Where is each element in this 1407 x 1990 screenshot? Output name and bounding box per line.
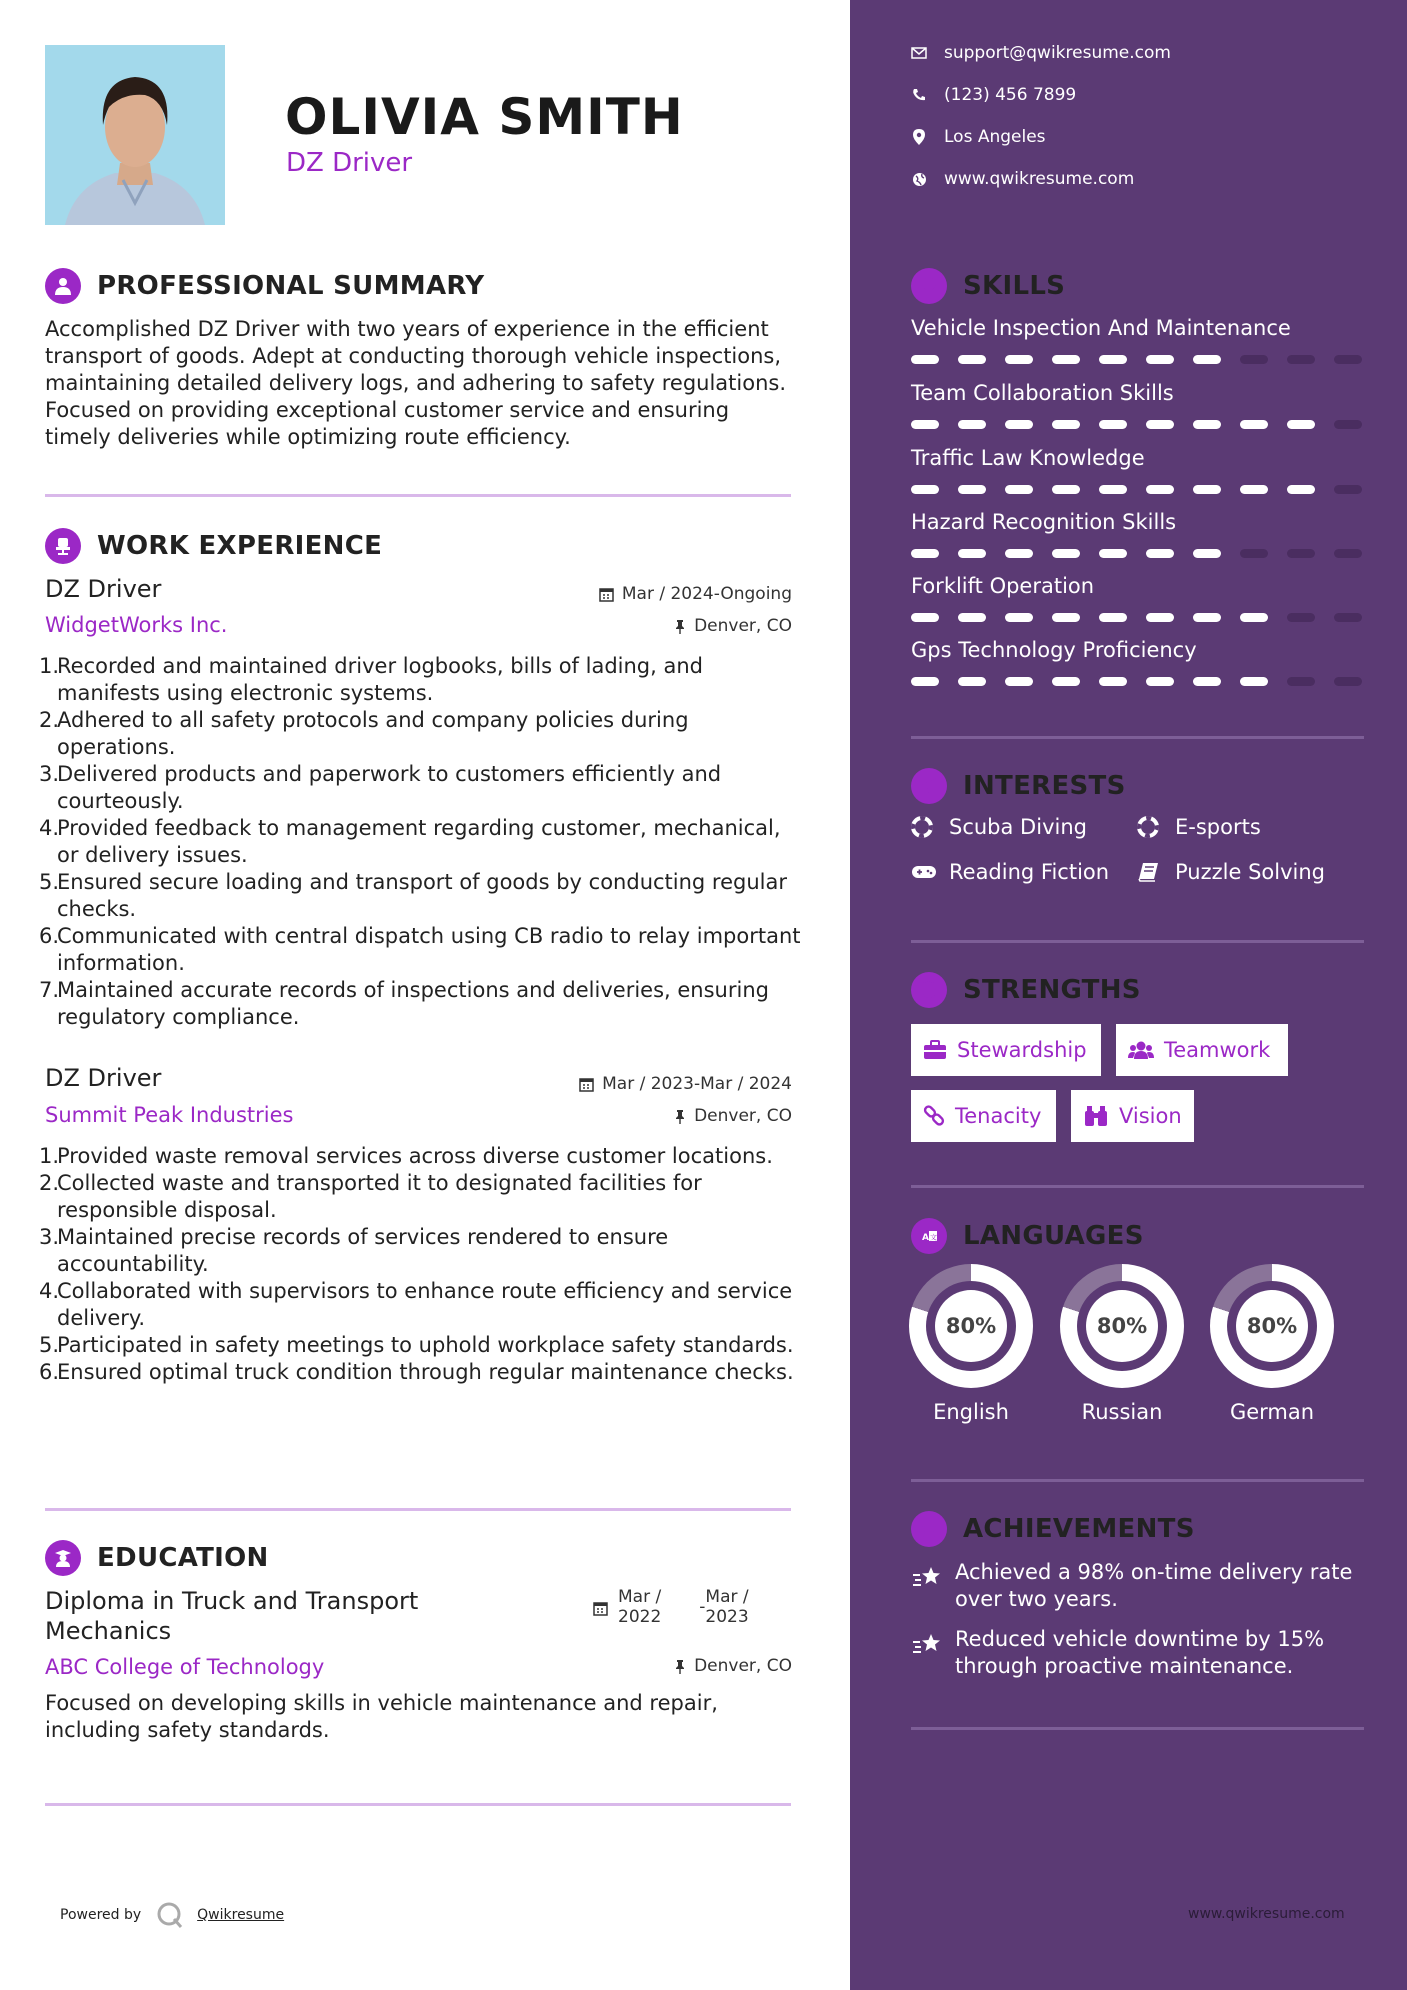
envelope-icon bbox=[910, 47, 928, 59]
skill-meter-segment bbox=[958, 549, 986, 558]
achievement-item bbox=[911, 1559, 1364, 1613]
skill-meter-segment bbox=[1193, 677, 1221, 686]
skill-meter-segment bbox=[911, 355, 939, 364]
globe-icon bbox=[910, 172, 928, 187]
list-item bbox=[39, 977, 805, 1031]
list-number: 6. bbox=[39, 1360, 60, 1384]
interest-label: Puzzle Solving bbox=[1175, 860, 1325, 884]
list-number: 3. bbox=[39, 762, 60, 786]
skill-label: Team Collaboration Skills bbox=[911, 381, 1174, 405]
divider bbox=[911, 1727, 1364, 1730]
list-number: 2. bbox=[39, 1171, 60, 1195]
list-text: Recorded and maintained driver logbooks, bills of lading, and manifests using electronic systems. bbox=[57, 654, 703, 705]
shooting-star-icon bbox=[911, 1559, 955, 1613]
phone-text[interactable]: (123) 456 7899 bbox=[944, 85, 1077, 105]
divider bbox=[911, 1479, 1364, 1482]
star-badge-icon bbox=[911, 1511, 947, 1547]
education-heading bbox=[45, 1540, 269, 1576]
strengths-title: STRENGTHS bbox=[963, 975, 1141, 1005]
strength-tag bbox=[1116, 1024, 1288, 1076]
skill-meter-segment bbox=[1146, 485, 1174, 494]
list-number: 6. bbox=[39, 924, 60, 948]
skill-meter-segment bbox=[1052, 420, 1080, 429]
skill-label: Traffic Law Knowledge bbox=[911, 446, 1145, 470]
interests-heading bbox=[911, 768, 1126, 804]
school-name: ABC College of Technology bbox=[45, 1655, 325, 1679]
list-item bbox=[39, 923, 805, 977]
skill-item bbox=[911, 638, 1364, 686]
interest-label: Reading Fiction bbox=[949, 860, 1110, 884]
skill-meter-segment bbox=[1099, 420, 1127, 429]
email-text[interactable]: support@qwikresume.com bbox=[944, 43, 1171, 63]
summary-heading bbox=[45, 268, 484, 304]
life-ring-icon bbox=[1137, 816, 1163, 838]
job-location bbox=[674, 1106, 792, 1126]
skill-meter-segment bbox=[1240, 613, 1268, 622]
strength-label: Vision bbox=[1119, 1104, 1182, 1128]
strength-tag bbox=[1071, 1090, 1194, 1142]
divider bbox=[45, 494, 791, 497]
skill-meter-segment bbox=[1287, 549, 1315, 558]
skills-title: SKILLS bbox=[963, 271, 1066, 301]
skill-meter-segment bbox=[1146, 677, 1174, 686]
skill-label: Gps Technology Proficiency bbox=[911, 638, 1197, 662]
list-text: Delivered products and paperwork to customers efficiently and courteously. bbox=[57, 762, 722, 813]
achievement-text: Reduced vehicle downtime by 15% through proactive maintenance. bbox=[955, 1627, 1325, 1678]
contact-website bbox=[910, 169, 1134, 189]
gamepad-icon bbox=[911, 864, 937, 880]
degree-title bbox=[45, 1586, 418, 1646]
skill-meter-segment bbox=[1240, 677, 1268, 686]
language-percent: 80% bbox=[1086, 1290, 1158, 1362]
education-title: EDUCATION bbox=[97, 1543, 269, 1573]
education-start bbox=[618, 1587, 661, 1627]
skill-meter-segment bbox=[1146, 355, 1174, 364]
list-text: Collaborated with supervisors to enhance route efficiency and service delivery. bbox=[57, 1279, 793, 1330]
language-item bbox=[1060, 1264, 1184, 1424]
skill-item bbox=[911, 510, 1364, 558]
language-progress-ring bbox=[1060, 1264, 1184, 1388]
list-text: Adhered to all safety protocols and company policies during operations. bbox=[57, 708, 689, 759]
achievement-text: Achieved a 98% on-time delivery rate over two years. bbox=[955, 1560, 1353, 1611]
skill-meter bbox=[911, 355, 1364, 364]
skill-meter-segment bbox=[1099, 613, 1127, 622]
skill-meter-segment bbox=[1099, 677, 1127, 686]
skill-meter-segment bbox=[1240, 355, 1268, 364]
pin-icon bbox=[674, 1659, 686, 1674]
job-responsibilities bbox=[39, 653, 805, 1031]
skill-meter-segment bbox=[1193, 355, 1221, 364]
divider bbox=[911, 736, 1364, 739]
language-name: Russian bbox=[1081, 1400, 1163, 1424]
list-text: Communicated with central dispatch using CB radio to relay important information. bbox=[57, 924, 801, 975]
language-percent: 80% bbox=[1236, 1290, 1308, 1362]
job-dates-text: Mar / 2023-Mar / 2024 bbox=[602, 1074, 792, 1094]
divider bbox=[45, 1803, 791, 1806]
skill-meter-segment bbox=[1005, 677, 1033, 686]
location-text: Los Angeles bbox=[944, 127, 1046, 147]
list-item bbox=[39, 653, 805, 707]
job-dates-text: Mar / 2024-Ongoing bbox=[621, 584, 792, 604]
website-text[interactable]: www.qwikresume.com bbox=[944, 169, 1135, 189]
list-number: 4. bbox=[39, 816, 60, 840]
skill-meter-segment bbox=[1287, 613, 1315, 622]
language-name: English bbox=[933, 1400, 1009, 1424]
list-number: 5. bbox=[39, 870, 60, 894]
skill-meter-segment bbox=[1334, 485, 1362, 494]
svg-text:A: A bbox=[922, 1233, 929, 1243]
language-item bbox=[909, 1264, 1033, 1424]
skill-meter-segment bbox=[1334, 549, 1362, 558]
list-item bbox=[39, 1170, 805, 1224]
link-icon bbox=[923, 1105, 945, 1127]
pin-icon bbox=[674, 1109, 686, 1124]
skill-meter-segment bbox=[1240, 420, 1268, 429]
list-text: Ensured secure loading and transport of goods by conducting regular checks. bbox=[57, 870, 787, 921]
skill-label: Vehicle Inspection And Maintenance bbox=[911, 316, 1291, 340]
list-text: Maintained accurate records of inspections and deliveries, ensuring regulatory compliance. bbox=[57, 978, 769, 1029]
education-location-text: Denver, CO bbox=[694, 1656, 792, 1676]
skill-meter-segment bbox=[1193, 549, 1221, 558]
list-item bbox=[39, 1278, 805, 1332]
phone-icon bbox=[910, 88, 928, 102]
list-text: Provided feedback to management regarding customer, mechanical, or delivery issues. bbox=[57, 816, 781, 867]
skill-meter-segment bbox=[958, 485, 986, 494]
pin-icon bbox=[674, 619, 686, 634]
briefcase-icon bbox=[923, 1040, 947, 1060]
skill-meter-segment bbox=[958, 355, 986, 364]
contact-email bbox=[910, 43, 1171, 63]
date-dash: - bbox=[699, 1597, 706, 1617]
user-icon bbox=[45, 268, 81, 304]
skill-meter-segment bbox=[1005, 613, 1033, 622]
skill-meter-segment bbox=[1005, 355, 1033, 364]
qwikresume-logo-icon bbox=[155, 1900, 185, 1930]
interests-title: INTERESTS bbox=[963, 771, 1126, 801]
skill-meter-segment bbox=[1193, 420, 1221, 429]
job-location bbox=[674, 616, 792, 636]
divider bbox=[45, 1508, 791, 1511]
skill-meter-segment bbox=[1052, 677, 1080, 686]
calendar-icon bbox=[579, 1077, 594, 1092]
list-item bbox=[39, 1332, 805, 1359]
list-number: 5. bbox=[39, 1333, 60, 1357]
degree-line-1: Diploma in Truck and Transport bbox=[45, 1587, 419, 1615]
skill-meter-segment bbox=[911, 613, 939, 622]
languages-heading bbox=[911, 1218, 1144, 1254]
list-item bbox=[39, 815, 805, 869]
experience-heading bbox=[45, 528, 382, 564]
skill-meter-segment bbox=[911, 677, 939, 686]
calendar-icon bbox=[593, 1601, 608, 1616]
contact-phone bbox=[910, 85, 1076, 105]
list-item bbox=[39, 761, 805, 815]
language-name: German bbox=[1229, 1400, 1315, 1424]
achievement-item bbox=[911, 1626, 1364, 1680]
shooting-star-icon bbox=[911, 1626, 955, 1680]
translate-icon bbox=[911, 1218, 947, 1254]
skill-meter-segment bbox=[1146, 549, 1174, 558]
achievements-heading bbox=[911, 1511, 1195, 1547]
contact-location bbox=[910, 127, 1046, 147]
skill-meter-segment bbox=[1146, 420, 1174, 429]
job-title: DZ Driver bbox=[45, 575, 162, 603]
list-number: 1. bbox=[39, 1144, 60, 1168]
skill-meter-segment bbox=[1287, 677, 1315, 686]
job-title: DZ Driver bbox=[45, 1064, 162, 1092]
skill-meter-segment bbox=[1099, 549, 1127, 558]
skill-meter-segment bbox=[1193, 613, 1221, 622]
lightbulb-icon bbox=[911, 268, 947, 304]
education-text: Focused on developing skills in vehicle maintenance and repair, including safety standards. bbox=[45, 1691, 718, 1742]
book-icon bbox=[1137, 862, 1163, 882]
education-dates bbox=[593, 1587, 749, 1627]
skill-meter bbox=[911, 420, 1364, 429]
skill-meter-segment bbox=[1287, 355, 1315, 364]
job-location-text: Denver, CO bbox=[694, 1106, 792, 1126]
summary-text: Accomplished DZ Driver with two years of experience in the efficient transport of goods. Adept at conducting thorough vehicle inspections, maintaining detailed delivery logs, and adhering to safety regulations. Focused on providing exceptional customer service and ensuring timely deliveries while optimizing route efficiency. bbox=[45, 317, 787, 449]
binoculars-icon bbox=[1083, 1105, 1109, 1127]
list-number: 2. bbox=[39, 708, 60, 732]
skill-meter-segment bbox=[1005, 420, 1033, 429]
skill-label: Forklift Operation bbox=[911, 574, 1095, 598]
list-item bbox=[39, 869, 805, 923]
profile-photo bbox=[45, 45, 225, 225]
language-progress-ring bbox=[1210, 1264, 1334, 1388]
skill-meter-segment bbox=[911, 549, 939, 558]
list-text: Participated in safety meetings to uphold workplace safety standards. bbox=[57, 1333, 794, 1357]
education-location bbox=[674, 1656, 792, 1676]
start-month: Mar / bbox=[618, 1587, 662, 1607]
company-name: WidgetWorks Inc. bbox=[45, 613, 228, 637]
achievements-title: ACHIEVEMENTS bbox=[963, 1514, 1195, 1544]
powered-by-label: Powered by bbox=[60, 1907, 142, 1923]
users-icon bbox=[1128, 1040, 1154, 1060]
skill-meter-segment bbox=[958, 677, 986, 686]
footer-powered-by bbox=[60, 1900, 284, 1930]
end-year: 2023 bbox=[705, 1607, 749, 1627]
skill-meter-segment bbox=[1240, 485, 1268, 494]
footer-website[interactable]: www.qwikresume.com bbox=[1188, 1906, 1345, 1922]
skill-item bbox=[911, 446, 1364, 494]
fist-icon bbox=[911, 972, 947, 1008]
skill-meter-segment bbox=[958, 613, 986, 622]
strength-tag bbox=[911, 1090, 1056, 1142]
skill-meter-segment bbox=[1334, 613, 1362, 622]
skill-meter-segment bbox=[1287, 485, 1315, 494]
company-name: Summit Peak Industries bbox=[45, 1103, 294, 1127]
skills-heading bbox=[911, 268, 1065, 304]
interest-item bbox=[1137, 860, 1325, 884]
skill-meter-segment bbox=[1099, 355, 1127, 364]
skill-meter-segment bbox=[1005, 549, 1033, 558]
skill-meter-segment bbox=[1287, 420, 1315, 429]
education-end bbox=[699, 1587, 748, 1627]
skill-item bbox=[911, 316, 1364, 364]
candidate-name: OLIVIA SMITH bbox=[285, 88, 684, 146]
language-percent: 80% bbox=[935, 1290, 1007, 1362]
life-ring-icon bbox=[911, 816, 937, 838]
list-number: 1. bbox=[39, 654, 60, 678]
skill-meter-segment bbox=[1052, 613, 1080, 622]
strength-label: Teamwork bbox=[1164, 1038, 1271, 1062]
interest-label: E-sports bbox=[1175, 815, 1261, 839]
list-number: 4. bbox=[39, 1279, 60, 1303]
skill-meter-segment bbox=[1052, 485, 1080, 494]
language-item bbox=[1210, 1264, 1334, 1424]
skill-meter-segment bbox=[1052, 355, 1080, 364]
job-location-text: Denver, CO bbox=[694, 616, 792, 636]
list-text: Ensured optimal truck condition through regular maintenance checks. bbox=[57, 1360, 794, 1384]
job-dates bbox=[579, 1074, 792, 1094]
skill-item bbox=[911, 381, 1364, 429]
degree-line-2: Mechanics bbox=[45, 1617, 172, 1645]
skill-meter-segment bbox=[911, 420, 939, 429]
qwikresume-link[interactable]: Qwikresume bbox=[197, 1907, 285, 1923]
job-responsibilities bbox=[39, 1143, 805, 1386]
skill-meter-segment bbox=[1334, 355, 1362, 364]
job-dates bbox=[599, 584, 792, 604]
skill-label: Hazard Recognition Skills bbox=[911, 510, 1177, 534]
interest-item bbox=[911, 860, 1109, 884]
interest-item bbox=[1137, 815, 1261, 839]
skill-meter-segment bbox=[1052, 549, 1080, 558]
language-progress-ring bbox=[909, 1264, 1033, 1388]
skill-meter-segment bbox=[911, 485, 939, 494]
skill-meter-segment bbox=[1005, 485, 1033, 494]
skill-meter-segment bbox=[1193, 485, 1221, 494]
skill-meter-segment bbox=[1099, 485, 1127, 494]
list-text: Collected waste and transported it to designated facilities for responsible disposal. bbox=[57, 1171, 702, 1222]
strength-label: Stewardship bbox=[957, 1038, 1087, 1062]
skill-item bbox=[911, 574, 1364, 622]
skill-meter bbox=[911, 549, 1364, 558]
chair-icon bbox=[45, 528, 81, 564]
start-year: 2022 bbox=[618, 1607, 662, 1627]
list-item bbox=[39, 1359, 805, 1386]
list-number: 3. bbox=[39, 1225, 60, 1249]
strengths-heading bbox=[911, 972, 1141, 1008]
graduate-icon bbox=[45, 1540, 81, 1576]
list-item bbox=[39, 1143, 805, 1170]
list-item bbox=[39, 707, 805, 761]
candidate-title: DZ Driver bbox=[286, 148, 413, 178]
languages-title: LANGUAGES bbox=[963, 1221, 1144, 1251]
skill-meter bbox=[911, 613, 1364, 622]
interest-item bbox=[911, 815, 1087, 839]
map-pin-icon bbox=[910, 129, 928, 145]
skill-meter-segment bbox=[1334, 420, 1362, 429]
end-month: Mar / bbox=[705, 1587, 749, 1607]
list-number: 7. bbox=[39, 978, 60, 1002]
paper-plane-icon bbox=[911, 768, 947, 804]
list-text: Provided waste removal services across diverse customer locations. bbox=[57, 1144, 773, 1168]
strength-label: Tenacity bbox=[955, 1104, 1042, 1128]
skill-meter-segment bbox=[1240, 549, 1268, 558]
experience-title: WORK EXPERIENCE bbox=[97, 531, 383, 561]
skill-meter bbox=[911, 485, 1364, 494]
divider bbox=[911, 1185, 1364, 1188]
divider bbox=[911, 940, 1364, 943]
skill-meter bbox=[911, 677, 1364, 686]
summary-title: PROFESSIONAL SUMMARY bbox=[97, 271, 485, 301]
svg-text:文: 文 bbox=[930, 1233, 937, 1242]
skill-meter-segment bbox=[1146, 613, 1174, 622]
strength-tag bbox=[911, 1024, 1101, 1076]
calendar-icon bbox=[599, 587, 614, 602]
interest-label: Scuba Diving bbox=[949, 815, 1087, 839]
list-text: Maintained precise records of services rendered to ensure accountability. bbox=[57, 1225, 669, 1276]
list-item bbox=[39, 1224, 805, 1278]
skill-meter-segment bbox=[958, 420, 986, 429]
skill-meter-segment bbox=[1334, 677, 1362, 686]
